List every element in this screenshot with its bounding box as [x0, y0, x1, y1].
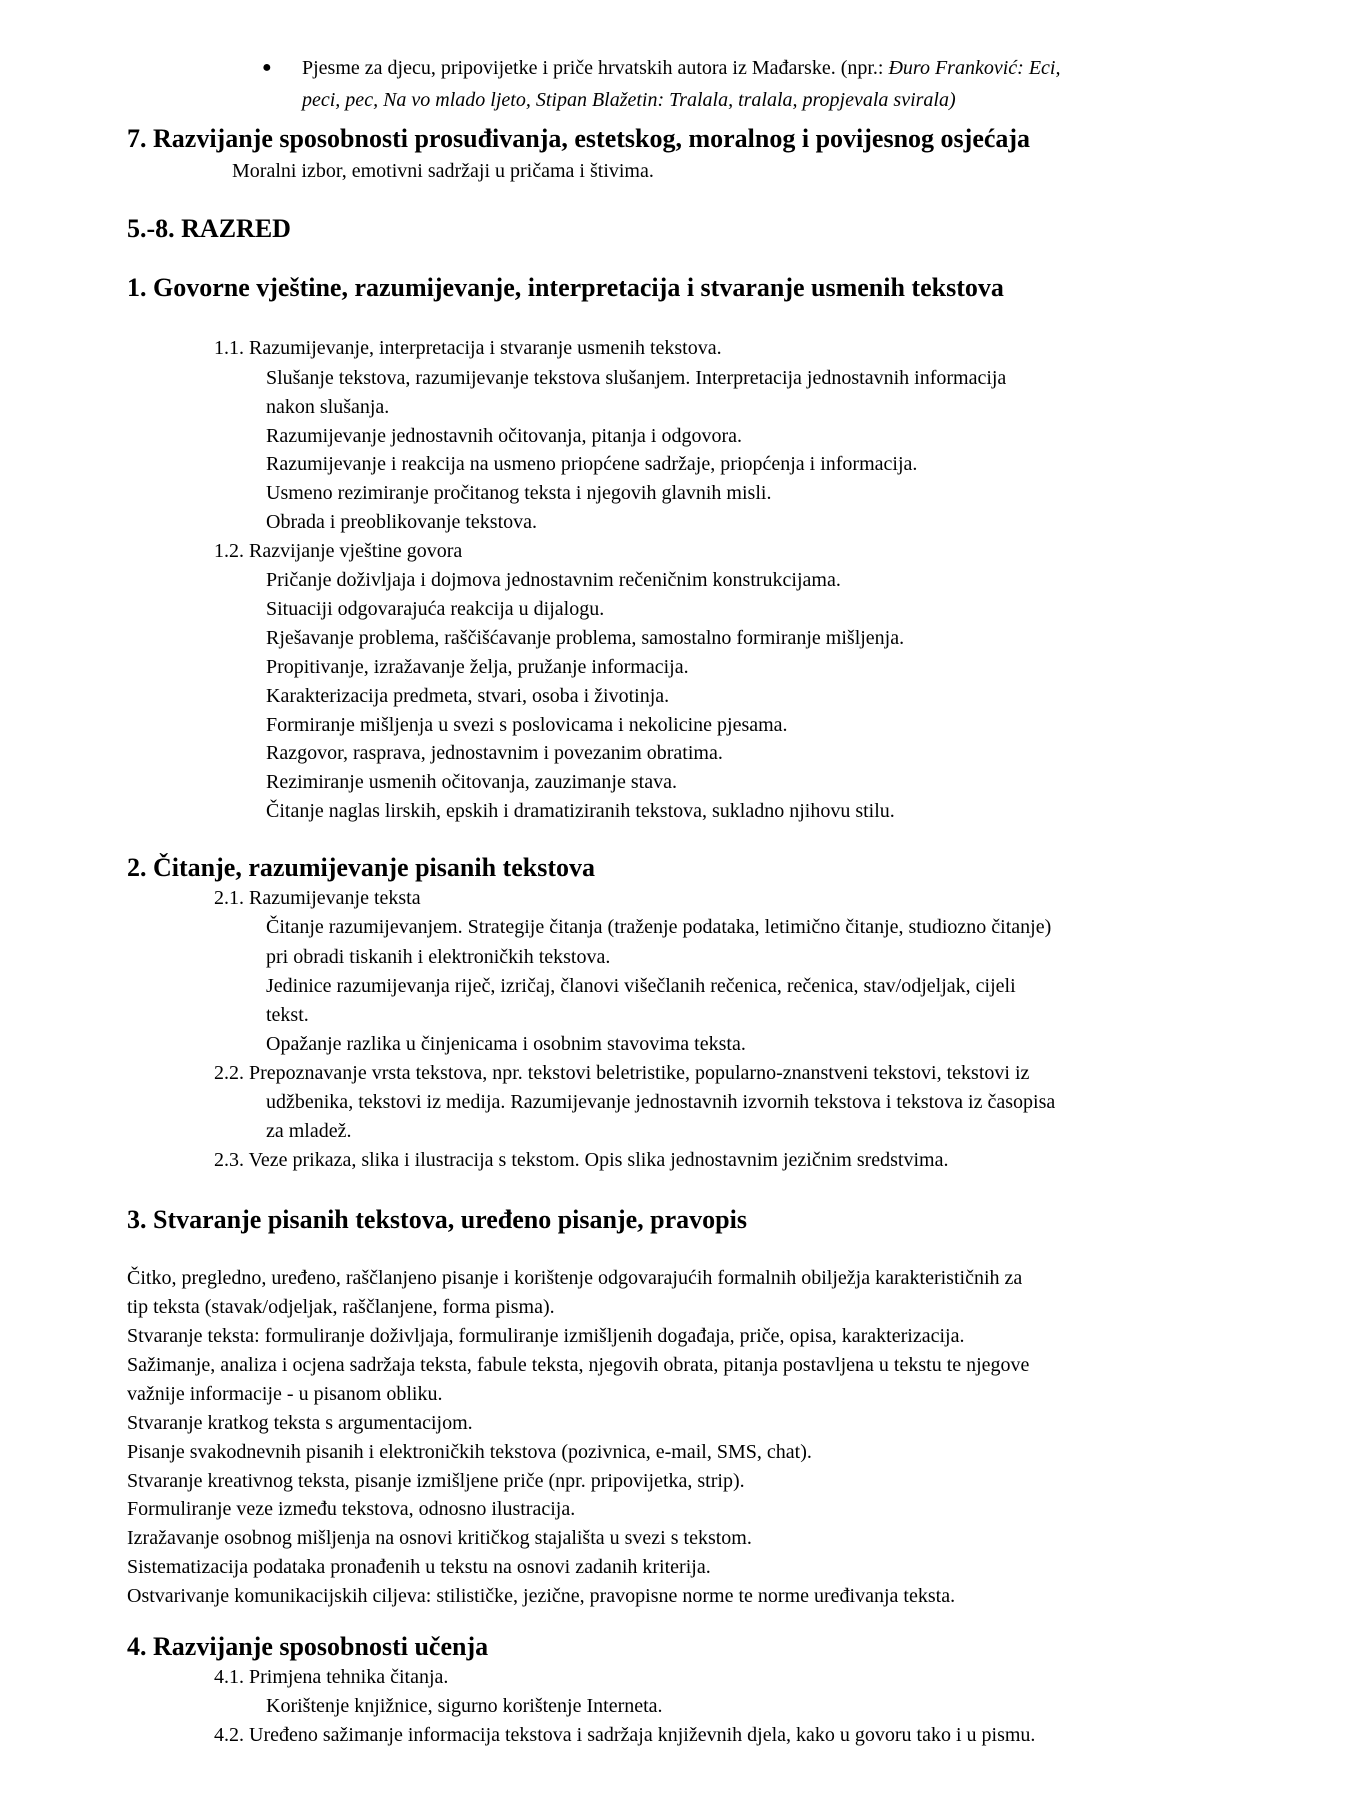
section-3-line: tip teksta (stavak/odjeljak, raščlanjene, forma pisma). — [127, 1296, 555, 1318]
section-2-line: 2.3. Veze prikaza, slika i ilustracija s tekstom. Opis slika jednostavnim jezičnim sredstvima. — [214, 1149, 949, 1171]
section-3-line: Čitko, pregledno, uređeno, raščlanjeno pisanje i korištenje odgovarajućih formalnih obilježja karakterističnih za — [127, 1267, 1023, 1289]
section-2-line: 2.1. Razumijevanje teksta — [214, 887, 421, 909]
section-3-heading: 3. Stvaranje pisanih tekstova, uređeno pisanje, pravopis — [127, 1205, 747, 1234]
section-1-line: Razumijevanje jednostavnih očitovanja, pitanja i odgovora. — [266, 425, 742, 447]
section-3-line: važnije informacije - u pisanom obliku. — [127, 1383, 443, 1405]
section-7-heading: 7. Razvijanje sposobnosti prosuđivanja, estetskog, moralnog i povijesnog osjećaja — [127, 124, 1031, 153]
section-1-line: Formiranje mišljenja u svezi s poslovicama i nekolicine pjesama. — [266, 714, 788, 736]
section-1-line: Situaciji odgovarajuća reakcija u dijalogu. — [266, 598, 605, 620]
section-1-line: Čitanje naglas lirskih, epskih i dramatiziranih tekstova, sukladno njihovu stilu. — [266, 800, 895, 822]
section-7-text: Moralni izbor, emotivni sadržaji u pričama i štivima. — [232, 160, 654, 182]
section-3-line: Izražavanje osobnog mišljenja na osnovi kritičkog stajališta u svezi s tekstom. — [127, 1527, 752, 1549]
section-1-line: Rješavanje problema, raščišćavanje problema, samostalno formiranje mišljenja. — [266, 627, 905, 649]
section-1-line: Rezimiranje usmenih očitovanja, zauzimanje stava. — [266, 771, 677, 793]
section-3-line: Ostvarivanje komunikacijskih ciljeva: stilističke, jezične, pravopisne norme te norme uređivanja teksta. — [127, 1585, 956, 1607]
section-2-line: pri obradi tiskanih i elektroničkih tekstova. — [266, 946, 611, 968]
section-3-line: Pisanje svakodnevnih pisanih i elektroničkih tekstova (pozivnica, e-mail, SMS, chat). — [127, 1441, 812, 1463]
section-1-line: Usmeno rezimiranje pročitanog teksta i njegovih glavnih misli. — [266, 482, 772, 504]
section-1-line: Razumijevanje i reakcija na usmeno priopćene sadržaje, priopćenja i informacija. — [266, 453, 918, 475]
section-2-line: Čitanje razumijevanjem. Strategije čitanja (traženje podataka, letimično čitanje, studiozno čitanje) — [266, 916, 1052, 938]
section-2-line: tekst. — [266, 1004, 309, 1026]
section-2-line: za mladež. — [266, 1120, 352, 1142]
section-4-line: Korištenje knjižnice, sigurno korištenje Interneta. — [266, 1695, 663, 1717]
section-1-line: Razgovor, rasprava, jednostavnim i povezanim obratima. — [266, 742, 723, 764]
section-2-line: udžbenika, tekstovi iz medija. Razumijevanje jednostavnih izvornih tekstova i tekstova iz časopisa — [266, 1091, 1056, 1113]
section-1-line: Karakterizacija predmeta, stvari, osoba i životinja. — [266, 685, 670, 707]
section-3-line: Sažimanje, analiza i ocjena sadržaja teksta, fabule teksta, njegovih obrata, pitanja postavljena u tekstu te njegove — [127, 1354, 1030, 1376]
section-1-line: nakon slušanja. — [266, 396, 390, 418]
section-3-line: Stvaranje teksta: formuliranje doživljaja, formuliranje izmišljenih događaja, priče, opisa, karakterizacija. — [127, 1325, 965, 1347]
section-1-heading: 1. Govorne vještine, razumijevanje, interpretacija i stvaranje usmenih tekstova — [127, 273, 1004, 302]
section-3-line: Stvaranje kreativnog teksta, pisanje izmišljene priče (npr. pripovijetka, strip). — [127, 1470, 745, 1492]
section-1-line: Propitivanje, izražavanje želja, pružanje informacija. — [266, 656, 689, 678]
section-1-line: Slušanje tekstova, razumijevanje tekstova slušanjem. Interpretacija jednostavnih informacija — [266, 367, 1007, 389]
section-1-line: Obrada i preoblikovanje tekstova. — [266, 511, 538, 533]
section-1-line: 1.1. Razumijevanje, interpretacija i stvaranje usmenih tekstova. — [214, 337, 722, 359]
section-2-line: Jedinice razumijevanja riječ, izričaj, članovi višečlanih rečenica, rečenica, stav/odjeljak, cijeli — [266, 975, 1016, 997]
bullet-line-1: Pjesme za djecu, pripovijetke i priče hrvatskih autora iz Mađarske. (npr.: Đuro Franković: Eci, — [302, 57, 1061, 79]
grade-heading: 5.-8. RAZRED — [127, 214, 291, 243]
section-1-line: 1.2. Razvijanje vještine govora — [214, 540, 463, 562]
section-4-heading: 4. Razvijanje sposobnosti učenja — [127, 1632, 489, 1661]
section-4-line: 4.2. Uređeno sažimanje informacija tekstova i sadržaja književnih djela, kako u govoru tako i u pismu. — [214, 1724, 1036, 1746]
section-2-heading: 2. Čitanje, razumijevanje pisanih tekstova — [127, 853, 595, 882]
section-3-line: Formuliranje veze između tekstova, odnosno ilustracija. — [127, 1498, 576, 1520]
section-3-line: Stvaranje kratkog teksta s argumentacijom. — [127, 1412, 473, 1434]
section-3-line: Sistematizacija podataka pronađenih u tekstu na osnovi zadanih kriterija. — [127, 1556, 711, 1578]
bullet-line-2: peci, pec, Na vo mlado ljeto, Stipan Blažetin: Tralala, tralala, propjevala svirala) — [302, 89, 956, 111]
bullet-icon: ● — [262, 59, 272, 76]
section-4-line: 4.1. Primjena tehnika čitanja. — [214, 1666, 449, 1688]
section-2-line: 2.2. Prepoznavanje vrsta tekstova, npr. tekstovi beletristike, popularno-znanstveni tekstovi, tekstovi iz — [214, 1062, 1030, 1084]
section-2-line: Opažanje razlika u činjenicama i osobnim stavovima teksta. — [266, 1033, 746, 1055]
section-1-line: Pričanje doživljaja i dojmova jednostavnim rečeničnim konstrukcijama. — [266, 569, 841, 591]
